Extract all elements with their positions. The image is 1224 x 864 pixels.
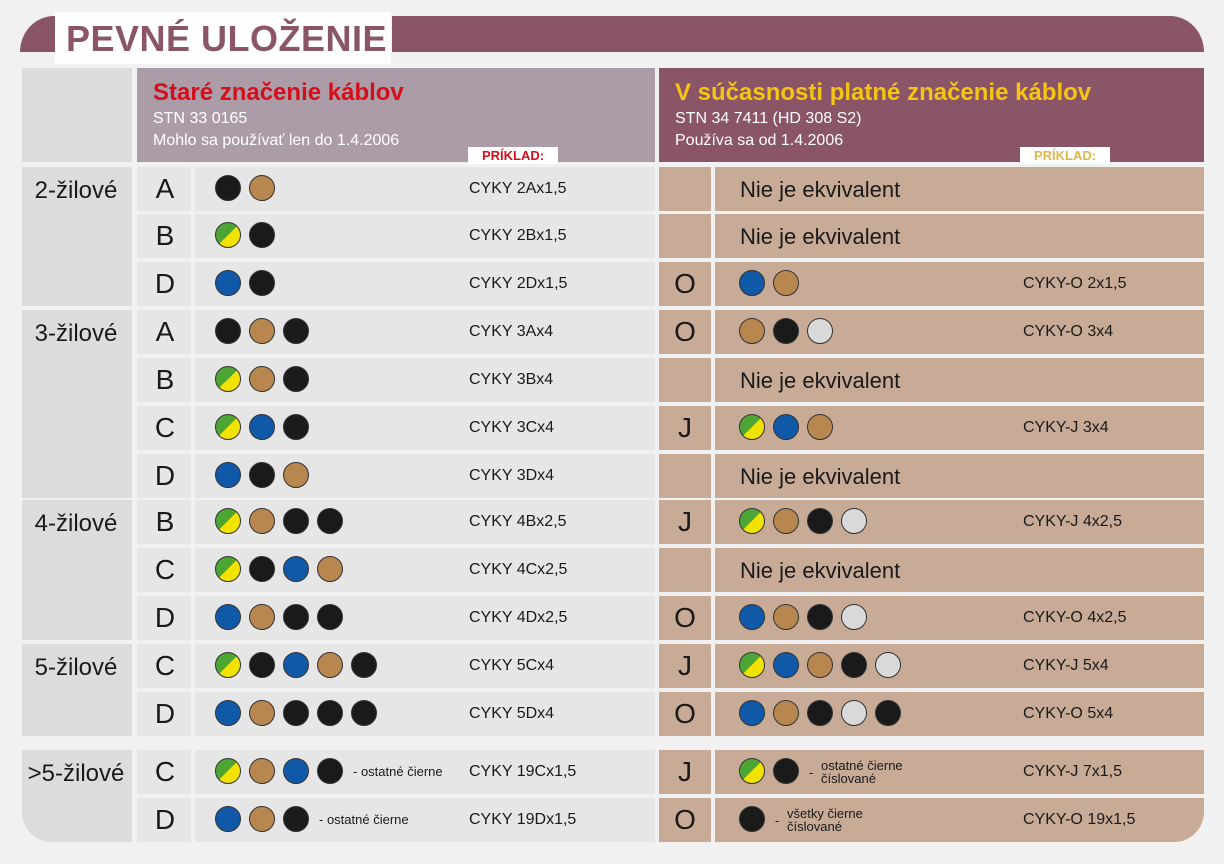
old-cable-example: CYKY 4Bx2,5 [469, 513, 567, 530]
no-equivalent-text: Nie je ekvivalent [740, 177, 901, 202]
old-brown-conductor [249, 175, 275, 201]
new-brown-conductor [773, 604, 799, 630]
new-blue-conductor [739, 604, 765, 630]
new-note-line2: číslované [821, 771, 876, 786]
new-cable-example: CYKY-J 7x1,5 [1023, 763, 1123, 780]
old-code: B [155, 364, 175, 395]
old-brown-conductor [317, 652, 343, 678]
old-marking-validity: Mohlo sa používať len do 1.4.2006 [153, 132, 400, 149]
new-note-line1: všetky čierne [787, 806, 863, 821]
new-cable-example: CYKY-O 4x2,5 [1023, 609, 1127, 626]
old-code: A [155, 173, 175, 204]
new-note-line1: ostatné čierne [821, 758, 903, 773]
old-green-yellow-conductor [215, 758, 241, 784]
old-green-yellow-conductor [215, 652, 241, 678]
new-black-conductor [807, 604, 833, 630]
old-note: - ostatné čierne [353, 764, 443, 779]
new-cable-example: CYKY-O 5x4 [1023, 705, 1114, 722]
group-label: 5-žilové [34, 654, 118, 681]
new-code: J [678, 412, 692, 443]
old-cable-example: CYKY 5Cx4 [469, 657, 555, 674]
old-cable-example: CYKY 3Ax4 [469, 323, 554, 340]
new-brown-conductor [739, 318, 765, 344]
old-blue-conductor [215, 604, 241, 630]
old-marking-header [137, 68, 655, 162]
old-black-conductor [351, 700, 377, 726]
group-label: 4-žilové [34, 510, 118, 537]
old-brown-conductor [249, 318, 275, 344]
old-cable-example: CYKY 4Dx2,5 [469, 609, 568, 626]
new-marking-header [659, 68, 1204, 162]
old-blue-conductor [283, 652, 309, 678]
old-code: D [154, 460, 176, 491]
old-brown-conductor [283, 462, 309, 488]
old-green-yellow-conductor [215, 366, 241, 392]
old-example-label: PRÍKLAD: [468, 147, 558, 164]
old-marking-title: Staré značenie káblov [153, 79, 404, 106]
new-black-conductor [739, 806, 765, 832]
new-marking-standard: STN 34 7411 (HD 308 S2) [675, 110, 862, 127]
new-green-yellow-conductor [739, 652, 765, 678]
new-grey-conductor [875, 652, 901, 678]
new-code: O [674, 602, 696, 633]
new-note-dash: - [775, 813, 780, 828]
old-black-conductor [283, 318, 309, 344]
old-black-conductor [283, 806, 309, 832]
old-black-conductor [249, 556, 275, 582]
new-black-conductor [773, 758, 799, 784]
new-blue-conductor [739, 270, 765, 296]
no-equivalent-text: Nie je ekvivalent [740, 224, 901, 249]
old-cable-example: CYKY 3Dx4 [469, 467, 555, 484]
new-code: J [678, 756, 692, 787]
new-brown-conductor [807, 652, 833, 678]
group-label: >5-žilové [27, 760, 125, 787]
old-brown-conductor [249, 508, 275, 534]
new-grey-conductor [807, 318, 833, 344]
new-grey-conductor [841, 508, 867, 534]
old-blue-conductor [249, 414, 275, 440]
new-brown-conductor [773, 700, 799, 726]
old-marking-standard: STN 33 0165 [153, 110, 248, 127]
old-black-conductor [283, 700, 309, 726]
new-brown-conductor [773, 508, 799, 534]
title-bar-decoration [392, 16, 1204, 52]
old-cable-example: CYKY 5Dx4 [469, 705, 555, 722]
new-blue-conductor [773, 414, 799, 440]
new-green-yellow-conductor [739, 758, 765, 784]
old-code: C [154, 650, 176, 681]
old-blue-conductor [215, 462, 241, 488]
new-code: O [674, 804, 696, 835]
no-equivalent-text: Nie je ekvivalent [740, 558, 901, 583]
new-cable-example: CYKY-O 3x4 [1023, 323, 1114, 340]
old-code: D [154, 602, 176, 633]
old-blue-conductor [215, 700, 241, 726]
old-code: D [154, 268, 176, 299]
new-brown-conductor [807, 414, 833, 440]
old-code: C [154, 554, 176, 585]
new-blue-conductor [773, 652, 799, 678]
old-brown-conductor [249, 366, 275, 392]
old-black-conductor [317, 508, 343, 534]
new-black-conductor [807, 700, 833, 726]
old-black-conductor [249, 270, 275, 296]
new-grey-conductor [841, 604, 867, 630]
old-cable-example: CYKY 3Bx4 [469, 371, 554, 388]
new-code-cell [659, 167, 711, 211]
old-cable-example: CYKY 3Cx4 [469, 419, 555, 436]
old-code: C [154, 756, 176, 787]
old-blue-conductor [283, 556, 309, 582]
old-brown-conductor [249, 806, 275, 832]
old-code: B [155, 220, 175, 251]
new-marking-validity: Používa sa od 1.4.2006 [675, 132, 844, 149]
new-blue-conductor [739, 700, 765, 726]
new-cable-example: CYKY-O 19x1,5 [1023, 811, 1136, 828]
old-brown-conductor [249, 700, 275, 726]
new-cable-example: CYKY-J 3x4 [1023, 419, 1109, 436]
new-green-yellow-conductor [739, 508, 765, 534]
old-brown-conductor [317, 556, 343, 582]
new-cable-example: CYKY-J 5x4 [1023, 657, 1109, 674]
old-black-conductor [215, 175, 241, 201]
new-cable-example: CYKY-O 2x1,5 [1023, 275, 1127, 292]
old-black-conductor [249, 222, 275, 248]
old-black-conductor [317, 604, 343, 630]
new-code-cell [659, 454, 711, 498]
old-black-conductor [351, 652, 377, 678]
old-brown-conductor [249, 758, 275, 784]
old-green-yellow-conductor [215, 222, 241, 248]
old-black-conductor [283, 414, 309, 440]
new-black-conductor [875, 700, 901, 726]
old-code: C [154, 412, 176, 443]
new-code: J [678, 650, 692, 681]
group-label: 2-žilové [34, 177, 118, 204]
old-black-conductor [317, 700, 343, 726]
old-cable-example: CYKY 2Dx1,5 [469, 275, 568, 292]
new-code: O [674, 698, 696, 729]
new-code-cell [659, 358, 711, 402]
new-code-cell [659, 214, 711, 258]
new-black-conductor [841, 652, 867, 678]
old-black-conductor [283, 604, 309, 630]
old-black-conductor [283, 508, 309, 534]
old-cable-example: CYKY 2Bx1,5 [469, 227, 567, 244]
new-code-cell [659, 548, 711, 592]
old-green-yellow-conductor [215, 508, 241, 534]
old-green-yellow-conductor [215, 414, 241, 440]
old-note: - ostatné čierne [319, 812, 409, 827]
old-black-conductor [249, 652, 275, 678]
no-equivalent-text: Nie je ekvivalent [740, 464, 901, 489]
old-cable-example: CYKY 19Cx1,5 [469, 763, 577, 780]
new-black-conductor [773, 318, 799, 344]
old-code: D [154, 804, 176, 835]
new-example-label: PRÍKLAD: [1020, 147, 1110, 164]
new-code: O [674, 268, 696, 299]
new-black-conductor [807, 508, 833, 534]
new-cable-example: CYKY-J 4x2,5 [1023, 513, 1123, 530]
header-corner [22, 68, 132, 162]
old-cable-example: CYKY 2Ax1,5 [469, 180, 567, 197]
old-black-conductor [317, 758, 343, 784]
old-brown-conductor [249, 604, 275, 630]
new-green-yellow-conductor [739, 414, 765, 440]
page-title: PEVNÉ ULOŽENIE [66, 18, 388, 59]
old-black-conductor [215, 318, 241, 344]
old-blue-conductor [215, 270, 241, 296]
new-grey-conductor [841, 700, 867, 726]
old-black-conductor [249, 462, 275, 488]
new-note-dash: - [809, 765, 814, 780]
old-black-conductor [283, 366, 309, 392]
old-green-yellow-conductor [215, 556, 241, 582]
new-code: O [674, 316, 696, 347]
new-marking-title: V súčasnosti platné značenie káblov [675, 79, 1092, 106]
old-blue-conductor [283, 758, 309, 784]
old-code: A [155, 316, 175, 347]
old-code: D [154, 698, 176, 729]
old-blue-conductor [215, 806, 241, 832]
new-note-line2: číslované [787, 819, 842, 834]
old-cable-example: CYKY 4Cx2,5 [469, 561, 568, 578]
new-code: J [678, 506, 692, 537]
no-equivalent-text: Nie je ekvivalent [740, 368, 901, 393]
old-code: B [155, 506, 175, 537]
old-cable-example: CYKY 19Dx1,5 [469, 811, 577, 828]
group-label: 3-žilové [34, 320, 118, 347]
new-brown-conductor [773, 270, 799, 296]
